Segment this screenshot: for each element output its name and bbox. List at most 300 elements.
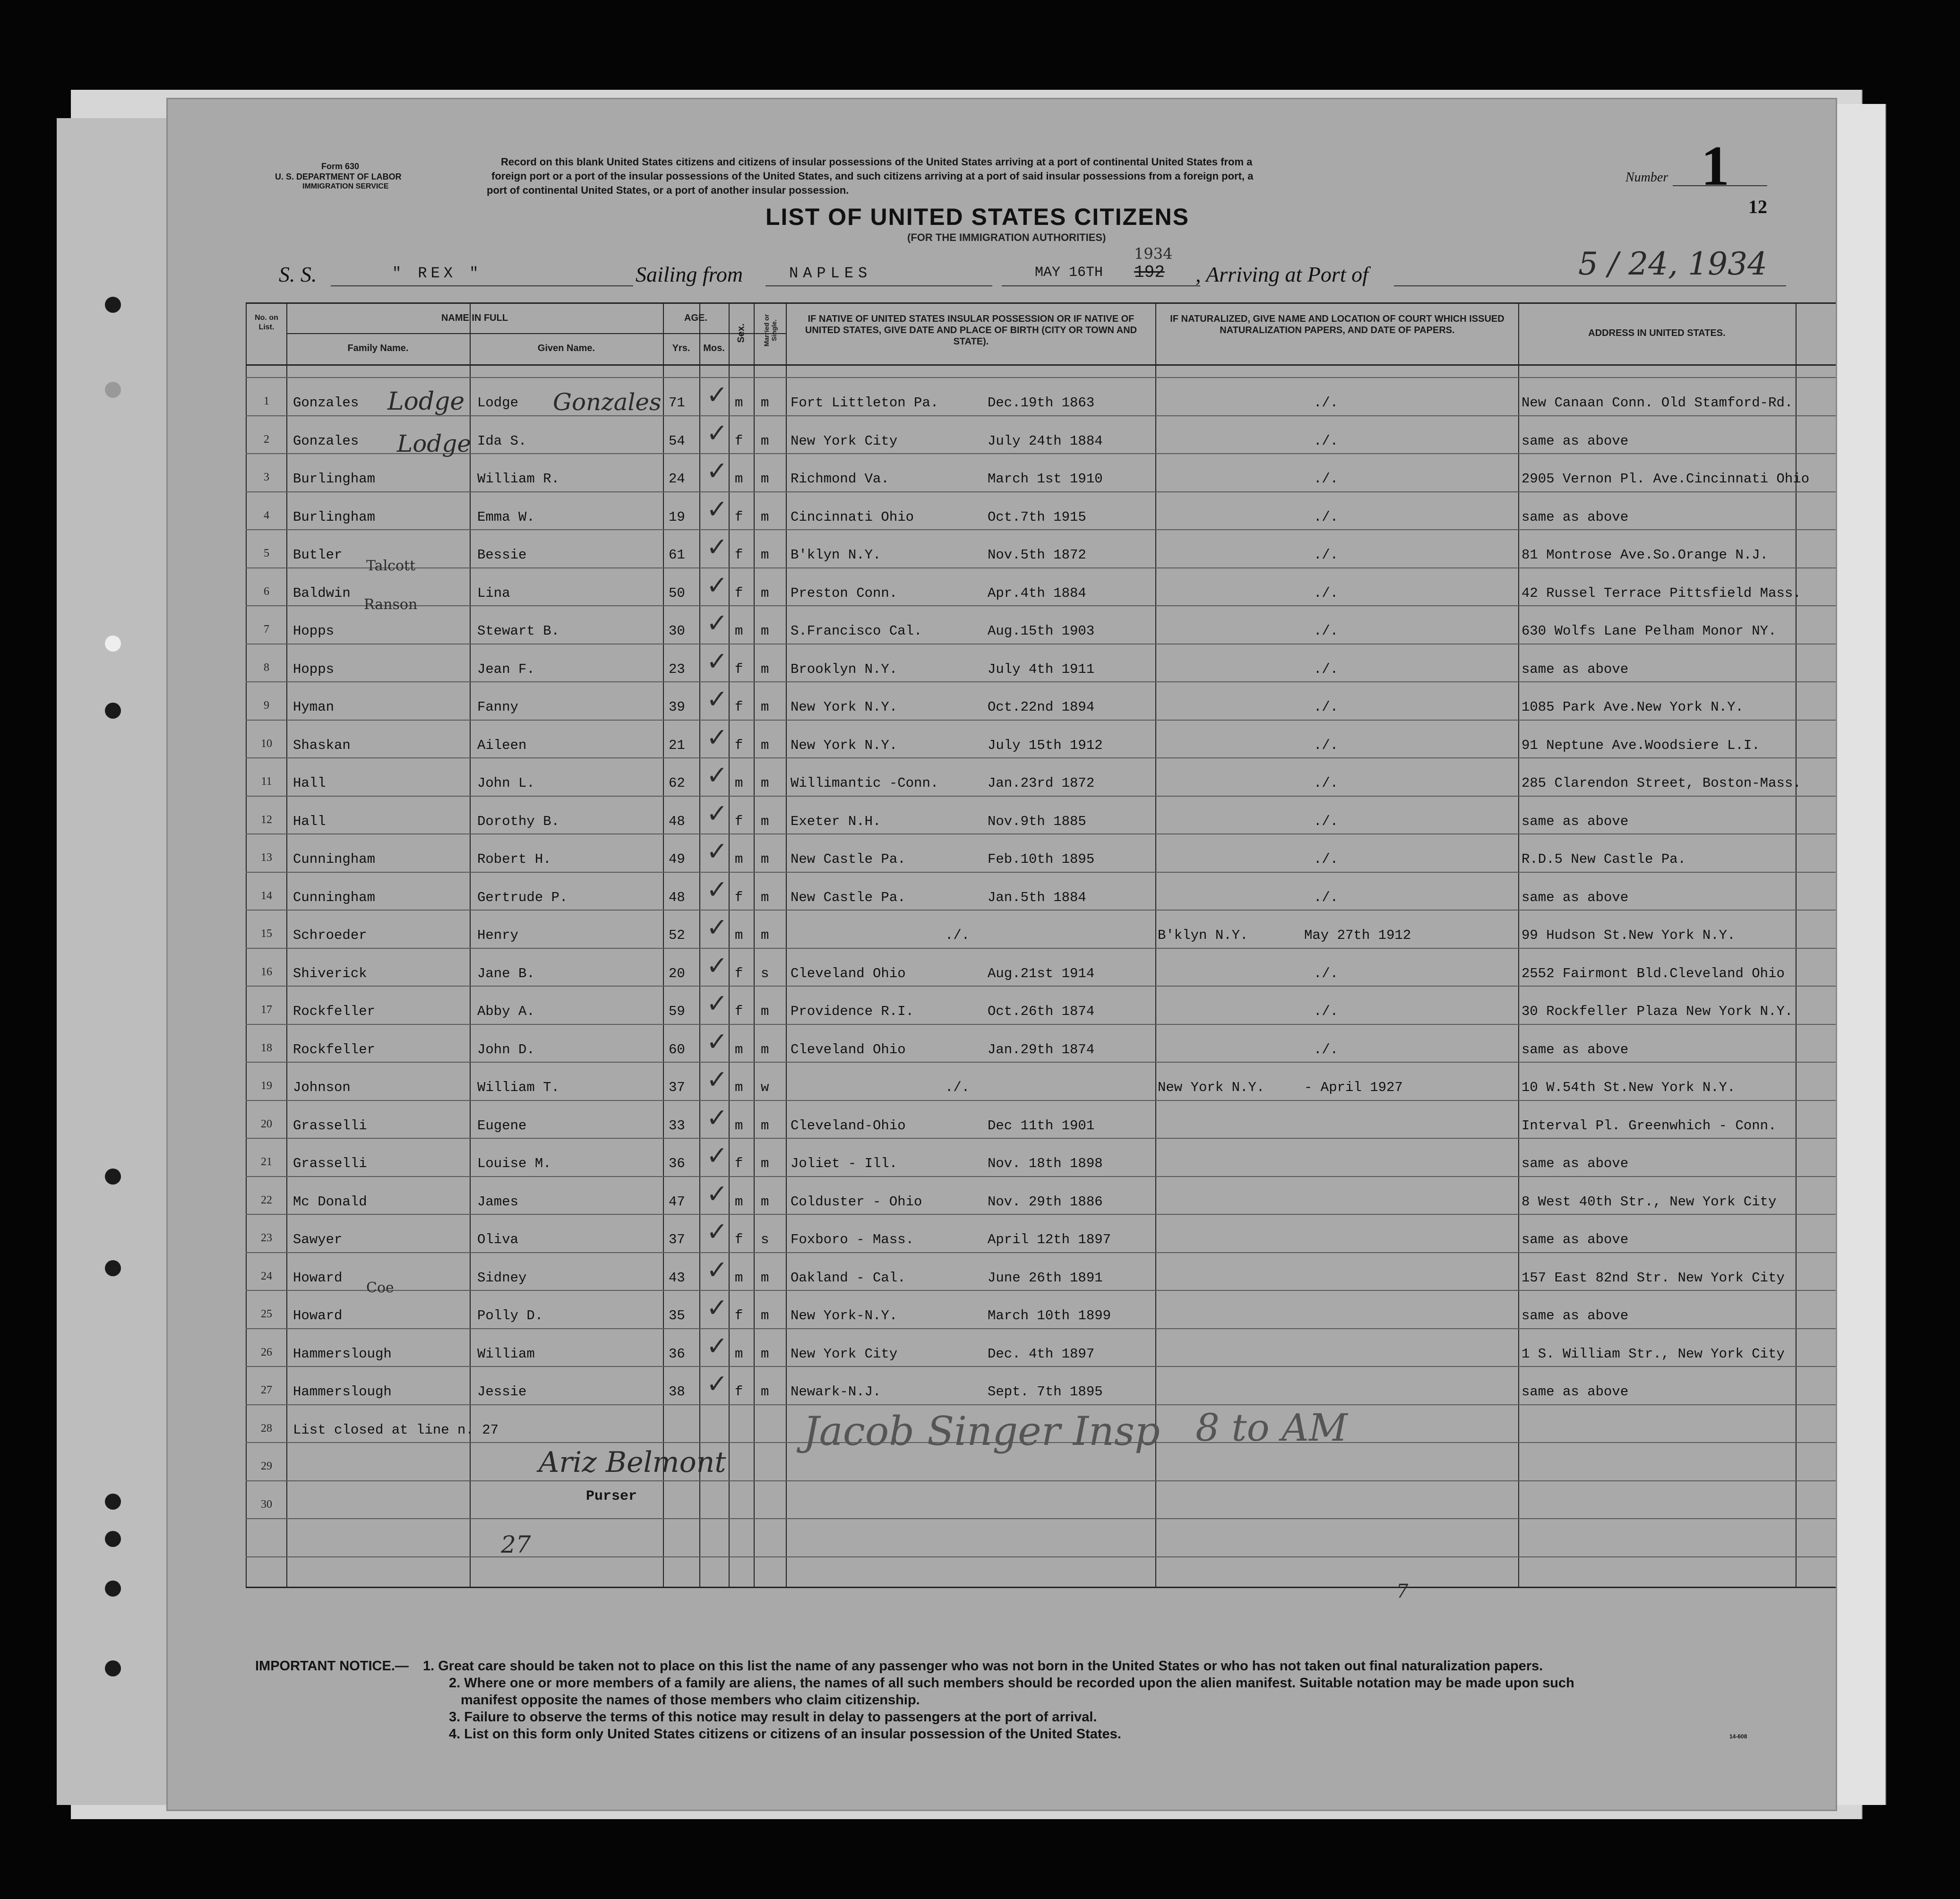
sailing-port: NAPLES [789, 265, 872, 282]
row-age: 50 [669, 585, 685, 601]
back-page-stack-2 [1833, 104, 1886, 1805]
checkmark-icon: ✓ [706, 874, 728, 904]
row-sex: m [735, 1346, 743, 1362]
row-place: Providence R.I. [791, 1004, 914, 1019]
arriving-label: , Arriving at Port of [1195, 262, 1368, 286]
row-nat-date: May 27th 1912 [1304, 928, 1411, 943]
row-age: 35 [669, 1308, 685, 1323]
row-given: Polly D. [477, 1308, 543, 1323]
checkmark-icon: ✓ [706, 532, 728, 562]
row-family: Grasselli [293, 1117, 367, 1134]
notice-item-2b: manifest opposite the names of those members who claim citizenship. [461, 1693, 920, 1708]
row-sex: f [735, 965, 743, 981]
row-date: April 12th 1897 [988, 1232, 1111, 1247]
row-address: 99 Hudson St.New York N.Y. [1522, 928, 1736, 943]
row-age: 38 [669, 1384, 685, 1400]
row-address: 2552 Fairmont Bld.Cleveland Ohio [1522, 965, 1785, 981]
row-place: Cleveland Ohio [791, 965, 906, 981]
handwritten-lodge-2: Lodge [397, 430, 471, 457]
row-rule [246, 833, 1836, 834]
row-nat-date: ./. [1314, 509, 1339, 525]
row-address: 630 Wolfs Lane Pelham Monor NY. [1522, 623, 1777, 639]
row-given: Eugene [477, 1117, 527, 1134]
row-age: 59 [669, 1004, 685, 1019]
row-n: 12 [261, 813, 272, 826]
row-n: 27 [261, 1384, 272, 1396]
sailing-date: MAY 16TH [1035, 265, 1103, 281]
row-age: 36 [669, 1346, 685, 1362]
row-nat-place: New York N.Y. [1158, 1080, 1265, 1095]
row-rule [246, 1214, 1836, 1215]
passenger-table [246, 302, 1836, 1588]
checkmark-icon: ✓ [706, 380, 728, 410]
row-family: Cunningham [293, 889, 376, 905]
row-given: William R. [477, 471, 560, 487]
row-age: 36 [669, 1156, 685, 1171]
checkmark-icon: ✓ [706, 836, 728, 866]
binder-hole-icon [105, 636, 121, 652]
checkmark-icon: ✓ [706, 684, 728, 714]
row-place: Cleveland-Ohio [791, 1117, 906, 1134]
col-divider [786, 304, 787, 1587]
row-family: Johnson [293, 1080, 351, 1095]
col-divider [754, 304, 755, 1587]
row-ms: s [761, 1232, 769, 1247]
checkmark-icon: ✓ [706, 1141, 728, 1170]
row-n: 20 [261, 1117, 272, 1130]
page-subtitle: (FOR THE IMMIGRATION AUTHORITIES) [907, 232, 1106, 243]
handwritten-lodge: Lodge [387, 387, 465, 416]
binder-hole-icon [105, 1531, 121, 1547]
col-header-naturalized: IF NATURALIZED, GIVE NAME AND LOCATION OF COURT WHICH ISSUED NATURALIZATION PAPERS, AND DATE OF PAPERS. [1170, 314, 1504, 335]
row-family: Sawyer [293, 1232, 343, 1247]
row-address: same as above [1522, 1156, 1629, 1171]
row-nat-date: ./. [1314, 471, 1339, 487]
row-sex: f [735, 737, 743, 753]
row-address: 8 West 40th Str., New York City [1522, 1194, 1777, 1210]
page-title: LIST OF UNITED STATES CITIZENS [765, 204, 1190, 230]
checkmark-icon: ✓ [706, 418, 728, 448]
count-note: 27 [501, 1531, 531, 1558]
row-n: 5 [264, 547, 269, 559]
row-ms: m [761, 585, 769, 601]
instructions-line-3: port of continental United States, or a port of another insular possession. [487, 184, 849, 196]
row-rule [246, 1062, 1836, 1063]
ss-label: S. S. [279, 262, 317, 286]
col-divider [1518, 304, 1519, 1587]
col-header-name: NAME IN FULL [441, 313, 508, 323]
checkmark-icon: ✓ [706, 1026, 728, 1057]
col-header-family: Family Name. [347, 343, 409, 353]
row-sex: f [735, 1232, 743, 1247]
row-rule [246, 1518, 1836, 1519]
row-date: Nov.5th 1872 [988, 547, 1086, 563]
row-n: 15 [261, 928, 272, 940]
row-rule [246, 1328, 1836, 1329]
row-place: New York-N.Y. [791, 1308, 898, 1323]
row-given: John D. [477, 1041, 535, 1057]
row-place: Fort Littleton Pa. [791, 395, 939, 411]
date-underline [1002, 285, 1200, 286]
row-address: same as above [1522, 1308, 1629, 1323]
row-date: Oct.26th 1874 [988, 1004, 1095, 1019]
row-rule [246, 453, 1836, 454]
row-ms: m [761, 737, 769, 753]
row-family: List closed at line n. 27 [293, 1422, 499, 1438]
row-family: Hammerslough [293, 1346, 392, 1362]
row-date: July 15th 1912 [988, 737, 1103, 753]
binder-hole-icon [105, 1494, 121, 1510]
row-age: 30 [669, 623, 685, 639]
handwritten-ranson: Ranson [364, 596, 418, 613]
row-sex: f [735, 1308, 743, 1323]
row-rule [246, 567, 1836, 568]
row-date: Jan.5th 1884 [988, 889, 1086, 905]
checkmark-icon: ✓ [706, 798, 728, 828]
row-age: 20 [669, 965, 685, 981]
row-ms: m [761, 395, 769, 411]
row-given: Stewart B. [477, 623, 560, 639]
row-given: Gertrude P. [477, 889, 568, 905]
row-given: Lina [477, 585, 510, 601]
binder-hole-icon [105, 1260, 121, 1276]
row-family: Baldwin [293, 585, 351, 601]
col-divider [729, 304, 730, 1587]
checkmark-icon: ✓ [706, 494, 728, 524]
row-place: New Castle Pa. [791, 889, 906, 905]
row-rule [246, 1138, 1836, 1139]
row-date: July 24th 1884 [988, 433, 1103, 449]
row-place: Joliet - Ill. [791, 1156, 898, 1171]
row-address: 1 S. William Str., New York City [1522, 1346, 1785, 1362]
row-address: same as above [1522, 509, 1629, 525]
row-family: Hall [293, 813, 326, 829]
row-n: 24 [261, 1270, 272, 1282]
row-ms: m [761, 1308, 769, 1323]
row-nat-date: ./. [1314, 851, 1339, 867]
col-divider [470, 304, 471, 1587]
row-address: New Canaan Conn. Old Stamford-Rd. [1522, 395, 1793, 411]
handwritten-talcott: Talcott [366, 558, 416, 574]
row-sex: f [735, 1004, 743, 1019]
row-place: New Castle Pa. [791, 851, 906, 867]
row-nat-date: ./. [1314, 661, 1339, 677]
row-rule [246, 1024, 1836, 1025]
row-nat-date: ./. [1314, 547, 1339, 563]
row-address: 81 Montrose Ave.So.Orange N.J. [1522, 547, 1769, 563]
row-n: 1 [264, 395, 269, 407]
row-given: Sidney [477, 1270, 527, 1286]
row-date: Dec.19th 1863 [988, 395, 1095, 411]
row-sex: m [735, 1080, 743, 1095]
row-date: March 10th 1899 [988, 1308, 1111, 1323]
row-given: Robert H. [477, 851, 551, 867]
row-sex: f [735, 1156, 743, 1171]
col-divider [699, 304, 700, 1587]
row-place: Oakland - Cal. [791, 1270, 906, 1286]
row-family: Howard [293, 1308, 343, 1323]
row-place: Cincinnati Ohio [791, 509, 914, 525]
row-rule [246, 491, 1836, 492]
col-header-no: No. on List. [255, 314, 278, 331]
row-address: same as above [1522, 889, 1629, 905]
row-age: 23 [669, 661, 685, 677]
checkmark-icon: ✓ [706, 1255, 728, 1285]
row-place: Foxboro - Mass. [791, 1232, 914, 1247]
number-label: Number [1625, 170, 1668, 185]
row-date: Jan.23rd 1872 [988, 775, 1095, 791]
col-header-married: Married or Single. [763, 314, 778, 347]
row-address: same as above [1522, 433, 1629, 449]
inspector-time-note: 8 to AM [1195, 1406, 1348, 1450]
row-rule [246, 1404, 1836, 1405]
row-ms: m [761, 1156, 769, 1171]
list-number: 1 [1701, 134, 1729, 197]
service: IMMIGRATION SERVICE [302, 182, 389, 190]
row-sex: f [735, 433, 743, 449]
row-n: 18 [261, 1041, 272, 1054]
col-header-yrs: Yrs. [672, 343, 690, 353]
row-place: S.Francisco Cal. [791, 623, 922, 639]
row-sex: f [735, 585, 743, 601]
binder-hole-icon [105, 1660, 121, 1676]
row-given: Abby A. [477, 1004, 535, 1019]
row-family: Schroeder [293, 928, 367, 943]
binder-hole-icon [105, 297, 121, 313]
checkmark-icon: ✓ [706, 1369, 728, 1399]
row-ms: m [761, 509, 769, 525]
row-n: 25 [261, 1308, 272, 1320]
row-sex: f [735, 661, 743, 677]
row-given: Fanny [477, 699, 519, 715]
col-divider [1155, 304, 1156, 1587]
notice-heading: IMPORTANT NOTICE.— [255, 1658, 409, 1674]
row-rule [246, 948, 1836, 949]
row-family: Rockfeller [293, 1004, 376, 1019]
row-ms: m [761, 1346, 769, 1362]
row-nat-date: ./. [1314, 699, 1339, 715]
port-underline [765, 285, 992, 286]
row-address: 42 Russel Terrace Pittsfield Mass. [1522, 585, 1801, 601]
row-sex: f [735, 547, 743, 563]
inspector-signature: Jacob Singer Insp [803, 1408, 1160, 1454]
row-date: Aug.21st 1914 [988, 965, 1095, 981]
row-n: 10 [261, 737, 272, 750]
row-place: B'klyn N.Y. [791, 547, 881, 563]
row-sex: f [735, 699, 743, 715]
col-header-birth: IF NATIVE OF UNITED STATES INSULAR POSSESSION OR IF NATIVE OF UNITED STATES, GIVE DATE AND PLACE OF BIRTH (CITY OR TOWN AND STATE). [805, 314, 1137, 347]
row-n: 26 [261, 1346, 272, 1358]
row-ms: m [761, 699, 769, 715]
row-date: Oct.7th 1915 [988, 509, 1086, 525]
col-divider [1796, 304, 1797, 1587]
row-ms: m [761, 1004, 769, 1019]
row-given: Jane B. [477, 965, 535, 981]
row-family: Gonzales [293, 395, 359, 411]
row-given: Bessie [477, 547, 527, 563]
row-family: Mc Donald [293, 1194, 367, 1210]
row-place: New York N.Y. [791, 737, 898, 753]
row-ms: m [761, 928, 769, 943]
row-age: 47 [669, 1194, 685, 1210]
row-n: 2 [264, 433, 269, 446]
row-family: Hammerslough [293, 1384, 392, 1400]
row-ms: s [761, 965, 769, 981]
row-rule [246, 1290, 1836, 1291]
row-place: Brooklyn N.Y. [791, 661, 898, 677]
row-age: 24 [669, 471, 685, 487]
checkmark-icon: ✓ [706, 988, 728, 1018]
row-nat-date: ./. [1314, 585, 1339, 601]
row-age: 21 [669, 737, 685, 753]
row-ms: m [761, 1384, 769, 1400]
row-sex: f [735, 889, 743, 905]
row-ms: m [761, 433, 769, 449]
row-family: Hall [293, 775, 326, 791]
row-rule [246, 796, 1836, 797]
checkmark-icon: ✓ [706, 760, 728, 790]
row-ms: m [761, 661, 769, 677]
row-date: March 1st 1910 [988, 471, 1103, 487]
row-date: Jan.29th 1874 [988, 1041, 1095, 1057]
row-sex: f [735, 813, 743, 829]
row-ms: w [761, 1080, 769, 1095]
row-ms: m [761, 623, 769, 639]
row-n: 17 [261, 1004, 272, 1016]
row-n: 29 [261, 1460, 272, 1472]
row-rule [246, 377, 1836, 378]
row-family: Shiverick [293, 965, 367, 981]
row-age: 33 [669, 1117, 685, 1134]
row-rule [246, 1480, 1836, 1481]
row-address: 157 East 82nd Str. New York City [1522, 1270, 1785, 1286]
row-nat-date: ./. [1314, 395, 1339, 411]
row-rule [246, 720, 1836, 721]
row-ms: m [761, 775, 769, 791]
col-header-sex: Sex. [736, 323, 747, 343]
checkmark-icon: ✓ [706, 1293, 728, 1323]
row-given: Jean F. [477, 661, 535, 677]
row-sex: m [735, 1194, 743, 1210]
row-family: Cunningham [293, 851, 376, 867]
row-family: Gonzales [293, 433, 359, 449]
checkmark-icon: ✓ [706, 570, 728, 600]
row-sex: f [735, 1384, 743, 1400]
col-divider [246, 304, 247, 1587]
row-n: 28 [261, 1422, 272, 1435]
binder-hole-icon [105, 1581, 121, 1597]
binder-hole-icon [105, 382, 121, 398]
checkmark-icon: ✓ [706, 722, 728, 752]
row-date: ./. [945, 928, 970, 943]
row-nat-date: ./. [1314, 889, 1339, 905]
row-place: Newark-N.J. [791, 1384, 881, 1400]
row-rule [246, 1556, 1836, 1557]
purser-label: Purser [586, 1488, 637, 1504]
row-address: Interval Pl. Greenwhich - Conn. [1522, 1117, 1777, 1134]
row-date: ./. [945, 1080, 970, 1095]
row-nat-date: ./. [1314, 433, 1339, 449]
row-nat-date: ./. [1314, 775, 1339, 791]
row-given: Lodge [477, 395, 519, 411]
row-address: same as above [1522, 1041, 1629, 1057]
row-age: 61 [669, 547, 685, 563]
sailing-label: Sailing from [636, 262, 743, 286]
row-n: 8 [264, 661, 269, 674]
row-nat-date: ./. [1314, 623, 1339, 639]
row-nat-date: ./. [1314, 813, 1339, 829]
row-place: New York City [791, 1346, 898, 1362]
checkmark-icon: ✓ [706, 950, 728, 980]
row-n: 11 [261, 775, 272, 788]
row-n: 13 [261, 851, 272, 864]
row-rule [246, 605, 1836, 606]
row-age: 48 [669, 889, 685, 905]
row-address: 30 Rockfeller Plaza New York N.Y. [1522, 1004, 1793, 1019]
row-address: 285 Clarendon Street, Boston-Mass. [1522, 775, 1801, 791]
row-address: 1085 Park Ave.New York N.Y. [1522, 699, 1744, 715]
col-header-mos: Mos. [703, 343, 725, 353]
row-n: 22 [261, 1194, 272, 1206]
row-nat-date: ./. [1314, 965, 1339, 981]
row-sex: m [735, 1117, 743, 1134]
row-n: 19 [261, 1080, 272, 1092]
row-address: R.D.5 New Castle Pa. [1522, 851, 1686, 867]
page-number: 12 [1748, 196, 1767, 217]
row-family: Butler [293, 547, 343, 563]
row-date: Apr.4th 1884 [988, 585, 1086, 601]
row-age: 49 [669, 851, 685, 867]
row-ms: m [761, 889, 769, 905]
header-bottom-rule [246, 364, 1836, 366]
row-date: July 4th 1911 [988, 661, 1095, 677]
row-date: Oct.22nd 1894 [988, 699, 1095, 715]
row-sex: m [735, 1270, 743, 1286]
row-address: same as above [1522, 813, 1629, 829]
row-address: 2905 Vernon Pl. Ave.Cincinnati Ohio [1522, 471, 1810, 487]
checkmark-icon: ✓ [706, 608, 728, 638]
row-address: 10 W.54th St.New York N.Y. [1522, 1080, 1736, 1095]
row-given: William [477, 1346, 535, 1362]
row-ms: m [761, 547, 769, 563]
row-sex: m [735, 775, 743, 791]
arrival-underline [1394, 285, 1786, 286]
instructions-line-1: Record on this blank United States citizens and citizens of insular possessions of the United States arriving at a port of continental United States from a [501, 156, 1253, 168]
notice-item-4: 4. List on this form only United States citizens or citizens of an insular possession of the United States. [449, 1727, 1121, 1742]
row-given: Ida S. [477, 433, 527, 449]
row-family: Hopps [293, 661, 335, 677]
row-family: Burlingham [293, 471, 376, 487]
row-family: Howard [293, 1270, 343, 1286]
row-date: Feb.10th 1895 [988, 851, 1095, 867]
row-sex: m [735, 471, 743, 487]
row-rule [246, 1176, 1836, 1177]
row-place: Colduster - Ohio [791, 1194, 922, 1210]
row-nat-date: ./. [1314, 1041, 1339, 1057]
instructions-line-2: foreign port or a port of the insular possessions of the United States, and such citizens arriving at a port of said insular possessions from a foreign port, a [491, 170, 1254, 182]
row-sex: f [735, 509, 743, 525]
row-n: 4 [264, 509, 269, 522]
handwritten-coe: Coe [366, 1280, 394, 1296]
row-n: 9 [264, 699, 269, 712]
row-place: Preston Conn. [791, 585, 898, 601]
row-given: Louise M. [477, 1156, 551, 1171]
row-sex: m [735, 1041, 743, 1057]
row-age: 39 [669, 699, 685, 715]
row-rule [246, 1252, 1836, 1253]
row-nat-date: - April 1927 [1304, 1080, 1403, 1095]
row-sex: m [735, 851, 743, 867]
